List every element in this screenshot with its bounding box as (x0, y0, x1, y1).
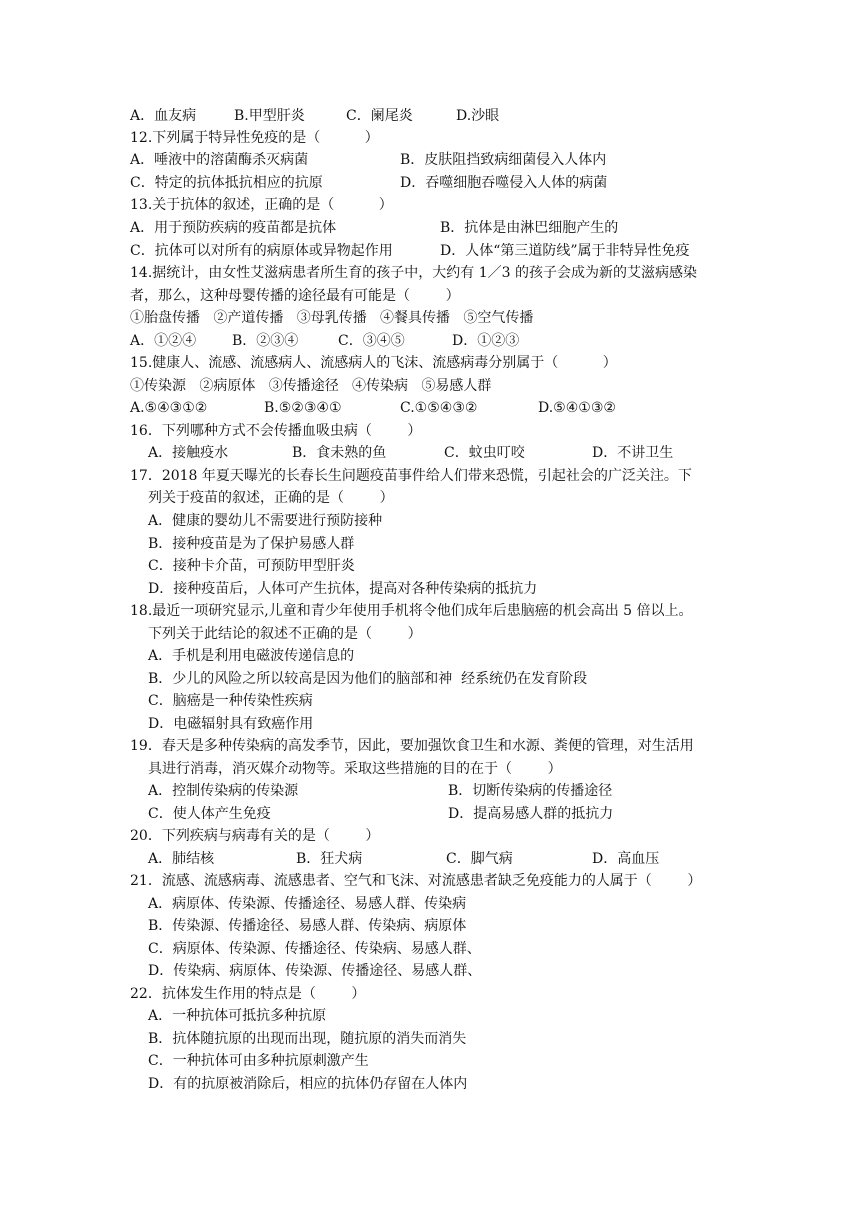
q14-option-b: B．②③④ (232, 333, 299, 349)
q22-option-b: B．抗体随抗原的出现而出现，随抗原的消失而消失 (148, 1031, 467, 1047)
q17-stem-line1: 17．2018 年夏天曝光的长春长生问题疫苗事件给人们带来恐慌，引起社会的广泛关注。下 (130, 468, 692, 484)
q18-option-b: B．少儿的风险之所以较高是因为他们的脑部和神 经系统仍在发育阶段 (148, 671, 588, 687)
q13-option-b: B．抗体是由淋巴细胞产生的 (440, 220, 619, 236)
q15-option-d: D.⑤④①③② (538, 400, 616, 416)
q17-option-b: B．接种疫苗是为了保护易感人群 (148, 536, 355, 552)
q21-option-d: D．传染病、病原体、传染源、传播途径、易感人群、 (148, 963, 482, 979)
q14-option-c: C．③④⑤ (338, 333, 405, 349)
q11-option-a: A．血友病 (130, 108, 197, 124)
q19-stem-line2: 具进行消毒，消灭媒介动物等。采取这些措施的目的在于（ ） (148, 761, 562, 777)
q15-stem: 15.健康人、流感、流感病人、流感病人的飞沫、流感病毒分别属于（ ） (130, 355, 617, 371)
q21-stem: 21．流感、流感病毒、流感患者、空气和飞沫、对流感患者缺乏免疫能力的人属于（ ） (130, 873, 702, 889)
q17-stem-line2: 列关于疫苗的叙述，正确的是（ ） (148, 490, 394, 506)
q21-option-b: B．传染源、传播途径、易感人群、传染病、病原体 (148, 918, 467, 934)
q11-option-b: B.甲型肝炎 (234, 108, 305, 124)
q13-stem: 13.关于抗体的叙述，正确的是（ ） (130, 197, 393, 213)
q15-option-c: C.①⑤④③② (400, 400, 478, 416)
q19-option-c: C．使人体产生免疫 (148, 806, 271, 822)
q12-stem: 12.下列属于特异性免疫的是（ ） (130, 130, 379, 146)
q18-stem-line1: 18.最近一项研究显示,儿童和青少年使用手机将令他们成年后患脑癌的机会高出 5 倍以上。 (130, 603, 693, 619)
q19-option-b: B．切断传染病的传播途径 (448, 783, 613, 799)
q12-option-d: D．吞噬细胞吞噬侵入人体的病菌 (400, 175, 608, 191)
q19-stem-line1: 19．春天是多种传染病的高发季节，因此，要加强饮食卫生和水源、粪便的管理，对生活用 (130, 738, 694, 754)
q14-stem-line1: 14.据统计，由女性艾滋病患者所生育的孩子中，大约有 1／3 的孩子会成为新的艾滋病感染 (130, 265, 697, 281)
q21-option-a: A．病原体、传染源、传播途径、易感人群、传染病 (148, 896, 467, 912)
q16-stem: 16．下列哪种方式不会传播血吸虫病（ ） (130, 423, 422, 439)
q11-option-d: D.沙眼 (456, 108, 500, 124)
q19-option-a: A．控制传染病的传染源 (148, 783, 299, 799)
q15-option-b: B.⑤②③④① (264, 400, 342, 416)
q22-option-c: C．一种抗体可由多种抗原刺激产生 (148, 1053, 369, 1069)
q19-option-d: D．提高易感人群的抵抗力 (448, 806, 614, 822)
q20-option-b: B．狂犬病 (296, 851, 363, 867)
q14-option-a: A．①②④ (130, 333, 197, 349)
q16-option-b: B．食未熟的鱼 (292, 445, 387, 461)
q14-items: ①胎盘传播 ②产道传播 ③母乳传播 ④餐具传播 ⑤空气传播 (130, 310, 534, 326)
q21-option-c: C．病原体、传染源、传播途径、传染病、易感人群、 (148, 941, 481, 957)
q17-option-d: D．接种疫苗后，人体可产生抗体，提高对各种传染病的抵抗力 (148, 581, 538, 597)
q13-option-c: C．抗体可以对所有的病原体或异物起作用 (130, 243, 393, 259)
q14-option-d: D．①②③ (452, 333, 520, 349)
q12-option-b: B．皮肤阻挡致病细菌侵入人体内 (400, 152, 607, 168)
q14-stem-line2: 者，那么，这种母婴传播的途径最有可能是（ ） (130, 288, 460, 304)
q16-option-c: C．蚊虫叮咬 (444, 445, 525, 461)
q18-option-a: A．手机是利用电磁波传递信息的 (148, 648, 355, 664)
q18-stem-line2: 下列关于此结论的叙述不正确的是（ ） (148, 626, 422, 642)
q18-option-c: C．脑癌是一种传染性疾病 (148, 693, 313, 709)
q18-option-d: D．电磁辐射具有致癌作用 (148, 716, 314, 732)
q17-option-a: A．健康的婴幼儿不需要进行预防接种 (148, 513, 383, 529)
q16-option-d: D．不讲卫生 (592, 445, 674, 461)
q17-option-c: C．接种卡介苗，可预防甲型肝炎 (148, 558, 355, 574)
q15-option-a: A.⑤④③①② (130, 400, 208, 416)
q13-option-a: A．用于预防疾病的疫苗都是抗体 (130, 220, 337, 236)
q22-option-d: D．有的抗原被消除后，相应的抗体仍存留在人体内 (148, 1076, 468, 1092)
q12-option-c: C．特定的抗体抵抗相应的抗原 (130, 175, 323, 191)
q22-option-a: A．一种抗体可抵抗多种抗原 (148, 1008, 327, 1024)
q16-option-a: A．接触疫水 (148, 445, 229, 461)
q20-option-d: D．高血压 (592, 851, 660, 867)
q12-option-a: A．唾液中的溶菌酶杀灭病菌 (130, 152, 309, 168)
q20-stem: 20．下列疾病与病毒有关的是（ ） (130, 828, 380, 844)
q22-stem: 22．抗体发生作用的特点是（ ） (130, 986, 366, 1002)
q11-option-c: C．阑尾炎 (346, 108, 413, 124)
q15-items: ①传染源 ②病原体 ③传播途径 ④传染病 ⑤易感人群 (130, 378, 492, 394)
q20-option-c: C．脚气病 (446, 851, 513, 867)
q20-option-a: A．肺结核 (148, 851, 215, 867)
q13-option-d: D．人体“第三道防线”属于非特异性免疫 (440, 243, 690, 259)
